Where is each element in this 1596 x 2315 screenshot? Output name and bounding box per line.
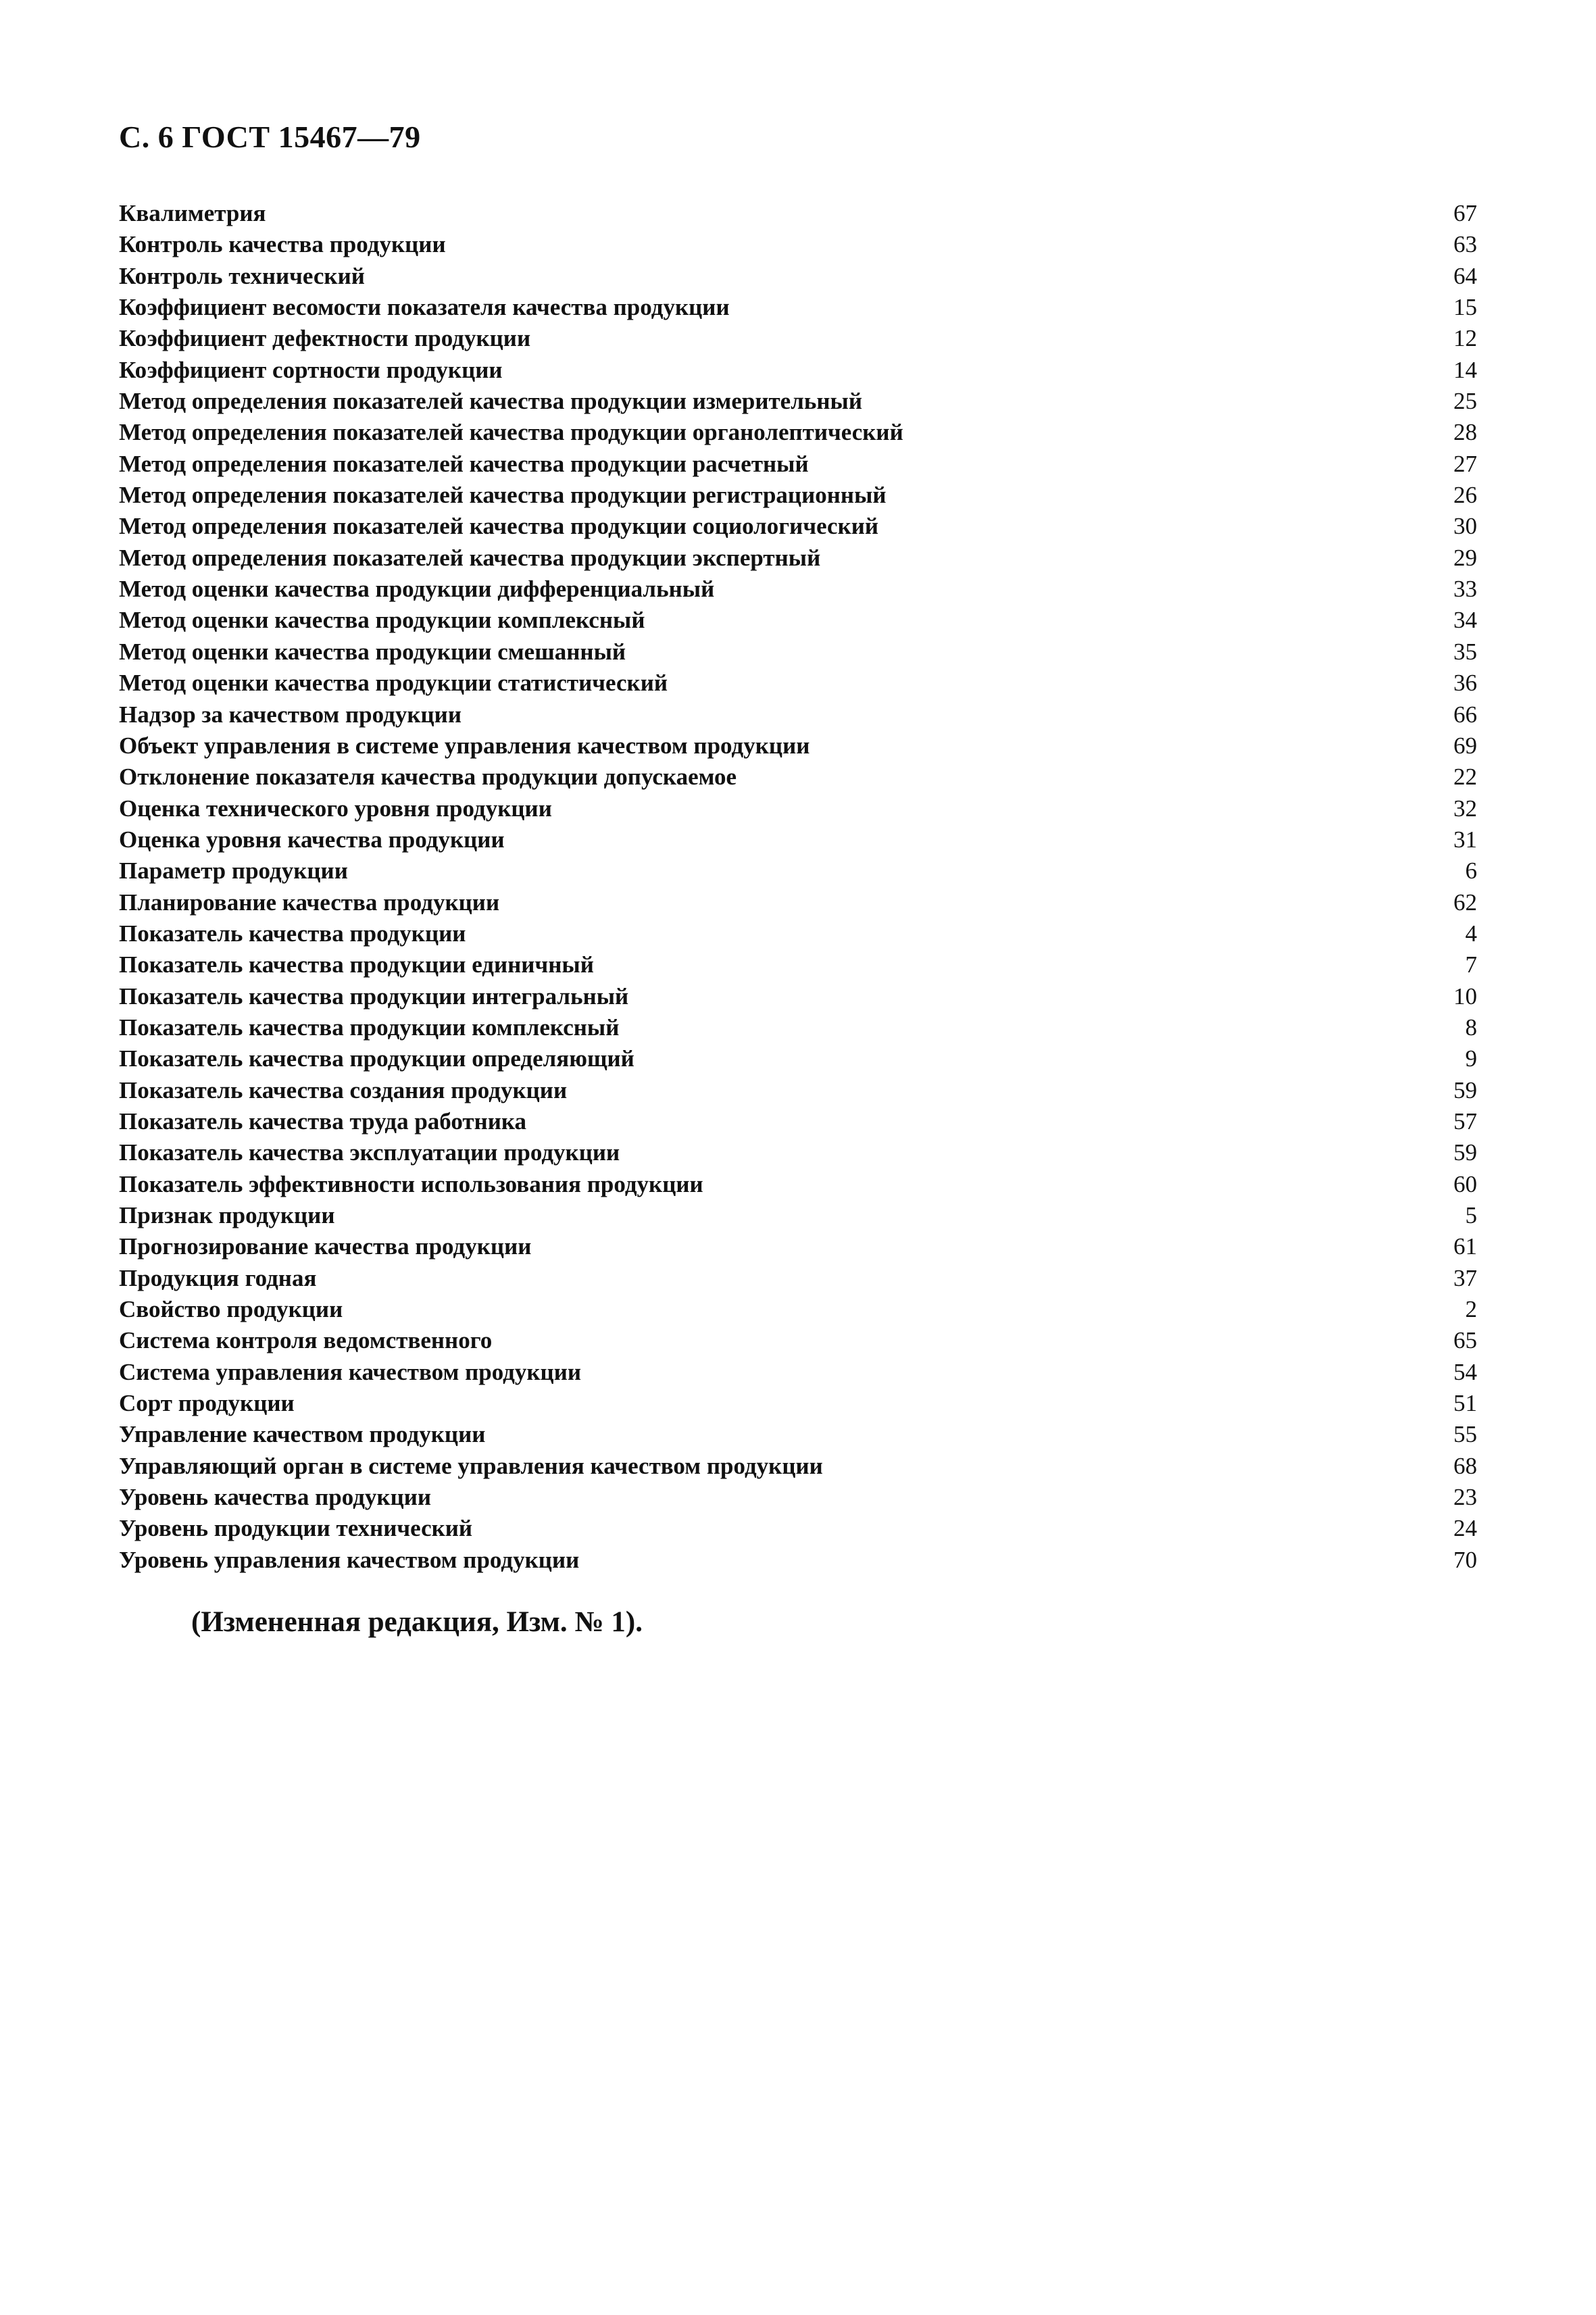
index-item-number: 51 <box>1453 1390 1477 1417</box>
index-term: Уровень продукции технический <box>119 1515 473 1542</box>
index-item-number: 15 <box>1453 294 1477 321</box>
index-term: Метод определения показателей качества продукции органолептический <box>119 419 903 446</box>
index-entry <box>119 1325 1477 1356</box>
index-entry <box>119 1200 1477 1231</box>
index-item-number: 33 <box>1453 576 1477 603</box>
index-entry <box>119 1231 1477 1262</box>
index-entry <box>119 511 1477 542</box>
index-term: Метод определения показателей качества продукции регистрационный <box>119 482 887 509</box>
index-entry <box>119 918 1477 949</box>
index-term: Свойство продукции <box>119 1296 343 1323</box>
index-term: Показатель качества продукции единичный <box>119 951 594 978</box>
index-entry <box>119 1169 1477 1200</box>
index-term: Объект управления в системе управления качеством продукции <box>119 732 810 759</box>
index-item-number: 65 <box>1453 1327 1477 1354</box>
index-entry <box>119 762 1477 793</box>
index-item-number: 34 <box>1453 607 1477 634</box>
index-entry <box>119 417 1477 448</box>
index-entry <box>119 1012 1477 1043</box>
index-term: Оценка технического уровня продукции <box>119 795 552 822</box>
index-entry <box>119 1513 1477 1544</box>
index-term: Надзор за качеством продукции <box>119 701 462 728</box>
index-entry <box>119 1294 1477 1325</box>
index-item-number: 55 <box>1453 1421 1477 1448</box>
index-entry <box>119 1419 1477 1450</box>
index-term: Квалиметрия <box>119 200 266 226</box>
index-term: Метод определения показателей качества продукции социологический <box>119 513 879 540</box>
index-term: Прогнозирование качества продукции <box>119 1233 532 1260</box>
index-term: Метод оценки качества продукции дифференциальный <box>119 576 715 603</box>
index-entry <box>119 1357 1477 1388</box>
index-term: Отклонение показателя качества продукции допускаемое <box>119 764 737 791</box>
index-item-number: 8 <box>1465 1014 1477 1041</box>
index-term: Показатель качества создания продукции <box>119 1076 568 1103</box>
index-term: Управляющий орган в системе управления качеством продукции <box>119 1452 823 1479</box>
index-item-number: 6 <box>1465 857 1477 885</box>
index-term: Показатель качества продукции интегральный <box>119 982 629 1010</box>
index-term: Показатель качества продукции комплексный <box>119 1014 620 1041</box>
index-term: Система контроля ведомственного <box>119 1327 493 1354</box>
index-item-number: 32 <box>1453 795 1477 822</box>
index-entry <box>119 668 1477 699</box>
index-item-number: 59 <box>1453 1139 1477 1166</box>
index-term: Признак продукции <box>119 1202 335 1228</box>
index-entry <box>119 1263 1477 1294</box>
index-item-number: 24 <box>1453 1515 1477 1542</box>
index-entry <box>119 1388 1477 1419</box>
index-term: Метод определения показателей качества продукции измерительный <box>119 388 863 415</box>
index-term: Уровень управления качеством продукции <box>119 1546 580 1573</box>
index-entry <box>119 261 1477 292</box>
index-term: Метод определения показателей качества продукции экспертный <box>119 544 821 571</box>
index-item-number: 69 <box>1453 732 1477 759</box>
index-entry <box>119 543 1477 574</box>
index-item-number: 12 <box>1453 325 1477 352</box>
index-term: Уровень качества продукции <box>119 1484 432 1511</box>
index-term: Показатель качества продукции определяющий <box>119 1045 634 1072</box>
index-item-number: 35 <box>1453 638 1477 665</box>
index-entry <box>119 1043 1477 1074</box>
index-entry <box>119 855 1477 887</box>
index-entry <box>119 198 1477 229</box>
index-entry <box>119 355 1477 386</box>
index-item-number: 57 <box>1453 1107 1477 1135</box>
index-entry <box>119 1106 1477 1137</box>
index-item-number: 67 <box>1453 200 1477 226</box>
index-entry <box>119 699 1477 730</box>
index-item-number: 2 <box>1465 1296 1477 1323</box>
index-item-number: 62 <box>1453 889 1477 916</box>
index-item-number: 29 <box>1453 544 1477 571</box>
index-item-number: 30 <box>1453 513 1477 540</box>
term-index-list <box>119 198 1477 1576</box>
amendment-note: (Измененная редакция, Изм. № 1). <box>191 1606 643 1638</box>
index-item-number: 5 <box>1465 1202 1477 1228</box>
index-term: Система управления качеством продукции <box>119 1358 582 1385</box>
index-entry <box>119 229 1477 260</box>
index-item-number: 28 <box>1453 419 1477 446</box>
index-item-number: 22 <box>1453 764 1477 791</box>
index-item-number: 23 <box>1453 1484 1477 1511</box>
index-entry <box>119 480 1477 511</box>
index-entry <box>119 1482 1477 1513</box>
index-entry <box>119 386 1477 417</box>
index-entry <box>119 637 1477 668</box>
index-item-number: 27 <box>1453 450 1477 477</box>
index-entry <box>119 1075 1477 1106</box>
index-item-number: 31 <box>1453 826 1477 853</box>
index-entry <box>119 449 1477 480</box>
index-term: Сорт продукции <box>119 1390 295 1417</box>
index-term: Контроль качества продукции <box>119 231 446 258</box>
index-item-number: 9 <box>1465 1045 1477 1072</box>
index-entry <box>119 793 1477 824</box>
index-item-number: 4 <box>1465 920 1477 947</box>
index-entry <box>119 1137 1477 1168</box>
index-term: Метод оценки качества продукции комплексный <box>119 607 645 634</box>
index-entry <box>119 323 1477 354</box>
index-item-number: 64 <box>1453 262 1477 289</box>
index-entry <box>119 1451 1477 1482</box>
index-item-number: 36 <box>1453 670 1477 697</box>
index-term: Показатель качества продукции <box>119 920 466 947</box>
index-item-number: 63 <box>1453 231 1477 258</box>
index-item-number: 54 <box>1453 1358 1477 1385</box>
index-item-number: 66 <box>1453 701 1477 728</box>
index-term: Планирование качества продукции <box>119 889 500 916</box>
index-item-number: 61 <box>1453 1233 1477 1260</box>
index-term: Метод оценки качества продукции смешанный <box>119 638 626 665</box>
index-item-number: 7 <box>1465 951 1477 978</box>
index-item-number: 37 <box>1453 1264 1477 1291</box>
index-item-number: 25 <box>1453 388 1477 415</box>
index-entry <box>119 574 1477 605</box>
index-item-number: 70 <box>1453 1546 1477 1573</box>
index-entry <box>119 824 1477 855</box>
index-term: Коэффициент весомости показателя качества продукции <box>119 294 730 321</box>
index-item-number: 26 <box>1453 482 1477 509</box>
index-entry <box>119 292 1477 323</box>
index-entry <box>119 730 1477 762</box>
index-entry <box>119 887 1477 918</box>
index-term: Показатель качества эксплуатации продукции <box>119 1139 620 1166</box>
index-term: Контроль технический <box>119 262 365 289</box>
index-term: Продукция годная <box>119 1264 317 1291</box>
index-entry <box>119 949 1477 980</box>
index-item-number: 10 <box>1453 982 1477 1010</box>
index-item-number: 14 <box>1453 356 1477 383</box>
index-item-number: 59 <box>1453 1076 1477 1103</box>
index-term: Управление качеством продукции <box>119 1421 486 1448</box>
index-term: Метод оценки качества продукции статистический <box>119 670 668 697</box>
index-term: Параметр продукции <box>119 857 348 885</box>
index-item-number: 60 <box>1453 1170 1477 1197</box>
index-term: Коэффициент сортности продукции <box>119 356 503 383</box>
index-term: Показатель эффективности использования продукции <box>119 1170 703 1197</box>
index-entry <box>119 981 1477 1012</box>
index-term: Показатель качества труда работника <box>119 1107 527 1135</box>
index-term: Метод определения показателей качества продукции расчетный <box>119 450 809 477</box>
page-header: С. 6 ГОСТ 15467—79 <box>119 120 421 154</box>
index-entry <box>119 605 1477 636</box>
index-item-number: 68 <box>1453 1452 1477 1479</box>
index-term: Оценка уровня качества продукции <box>119 826 505 853</box>
index-entry <box>119 1545 1477 1576</box>
index-term: Коэффициент дефектности продукции <box>119 325 531 352</box>
